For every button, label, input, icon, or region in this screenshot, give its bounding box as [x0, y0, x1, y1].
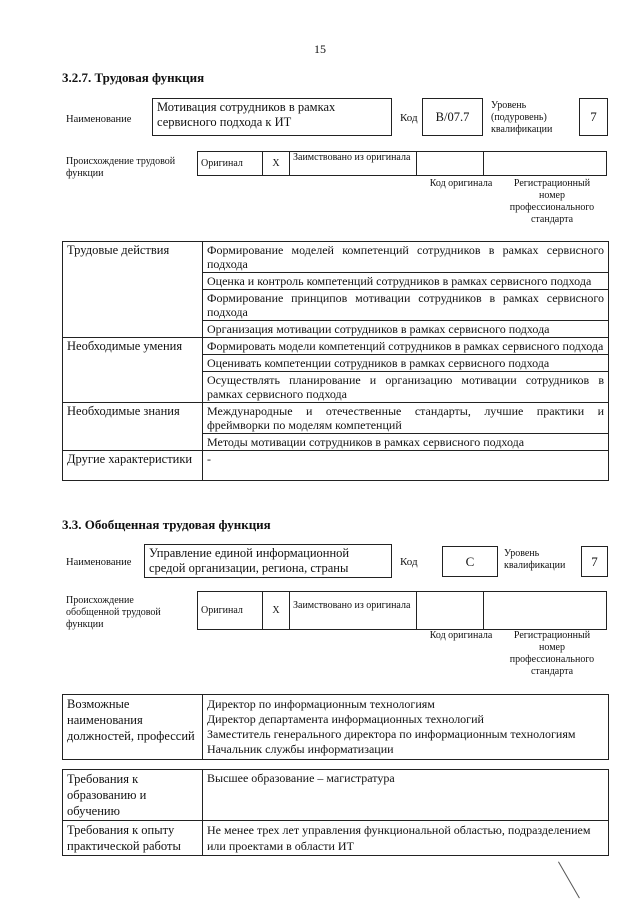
table-cell: - [203, 451, 609, 481]
section-title: 3.2.7. Трудовая функция [62, 70, 205, 85]
experience-label: Требования к опыту практической работы [63, 821, 203, 856]
position-item: Начальник службы информатизации [207, 742, 394, 756]
code-label: Код [400, 112, 418, 124]
code-orig-caption: Код оригинала [429, 178, 493, 189]
positions-list [203, 695, 609, 760]
name-label: Наименование [66, 114, 132, 125]
table-cell: Осуществлять планирование и организацию мотивации сотрудников в рамках сервисного подхода [203, 372, 609, 403]
origin-table [197, 151, 607, 176]
row-label: Необходимые умения [63, 338, 203, 403]
name-label: Наименование [66, 557, 132, 568]
origin-label: Происхождение трудовой функции [66, 156, 176, 179]
page-number: 15 [314, 42, 326, 56]
table-cell: Оценка и контроль компетенций сотрудников в рамках сервисного подхода [203, 273, 609, 290]
reg-number-cell [484, 152, 607, 176]
function-name: Мотивация сотрудников в рамках сервисного подхода к ИТ [152, 98, 392, 136]
table-cell: Формирование принципов мотивации сотрудников в рамках сервисного подхода [203, 290, 609, 321]
education-value: Высшее образование – магистратура [203, 770, 609, 821]
experience-value: Не менее трех лет управления функциональной областью, подразделением или проектами в области ИТ [203, 821, 609, 856]
section-title: 3.3. Обобщенная трудовая функция [62, 517, 271, 532]
code-orig-cell [417, 592, 484, 630]
level-value: 7 [581, 546, 608, 577]
position-item: Директор по информационным технологиям [207, 697, 435, 711]
positions-table [62, 694, 609, 760]
labor-table [62, 241, 609, 481]
position-item: Заместитель генерального директора по информационным технологиям [207, 727, 576, 741]
table-cell: Формировать модели компетенций сотрудников в рамках сервисного подхода [203, 338, 609, 355]
borrowed-label: Заимствовано из оригинала [290, 592, 417, 630]
table-cell: Организация мотивации сотрудников в рамках сервисного подхода [203, 321, 609, 338]
level-label: Уровень квалификации [504, 548, 566, 571]
original-mark: X [263, 592, 290, 630]
position-item: Директор департамента информационных технологий [207, 712, 484, 726]
borrowed-label: Заимствовано из оригинала [290, 152, 417, 176]
table-cell: Формирование моделей компетенций сотрудников в рамках сервисного подхода [203, 242, 609, 273]
function-name: Управление единой информационной средой организации, региона, страны [144, 544, 392, 578]
reg-caption: Регистрационный номер профессионального стандарта [509, 178, 595, 225]
original-label: Оригинал [198, 592, 263, 630]
reg-number-cell [484, 592, 607, 630]
row-label: Необходимые знания [63, 403, 203, 451]
positions-label: Возможные наименования должностей, профессий [63, 695, 203, 760]
level-value: 7 [579, 98, 608, 136]
level-label: Уровень (подуровень) квалификации [491, 100, 553, 135]
row-label: Другие характеристики [63, 451, 203, 481]
scan-mark [558, 862, 580, 899]
code-orig-caption: Код оригинала [429, 630, 493, 641]
code-label: Код [400, 556, 418, 568]
original-label: Оригинал [198, 152, 263, 176]
code-value: C [442, 546, 498, 577]
table-cell: Международные и отечественные стандарты, лучшие практики и фреймворки по моделям компетенций [203, 403, 609, 434]
origin-table [197, 591, 607, 630]
education-label: Требования к образованию и обучению [63, 770, 203, 821]
code-orig-cell [417, 152, 484, 176]
origin-label: Происхождение обобщенной трудовой функции [66, 595, 161, 630]
reg-caption: Регистрационный номер профессионального стандарта [509, 630, 595, 677]
original-mark: X [263, 152, 290, 176]
table-cell: Оценивать компетенции сотрудников в рамках сервисного подхода [203, 355, 609, 372]
requirements-table [62, 769, 609, 856]
code-value: B/07.7 [422, 98, 483, 136]
table-cell: Методы мотивации сотрудников в рамках сервисного подхода [203, 434, 609, 451]
row-label: Трудовые действия [63, 242, 203, 338]
